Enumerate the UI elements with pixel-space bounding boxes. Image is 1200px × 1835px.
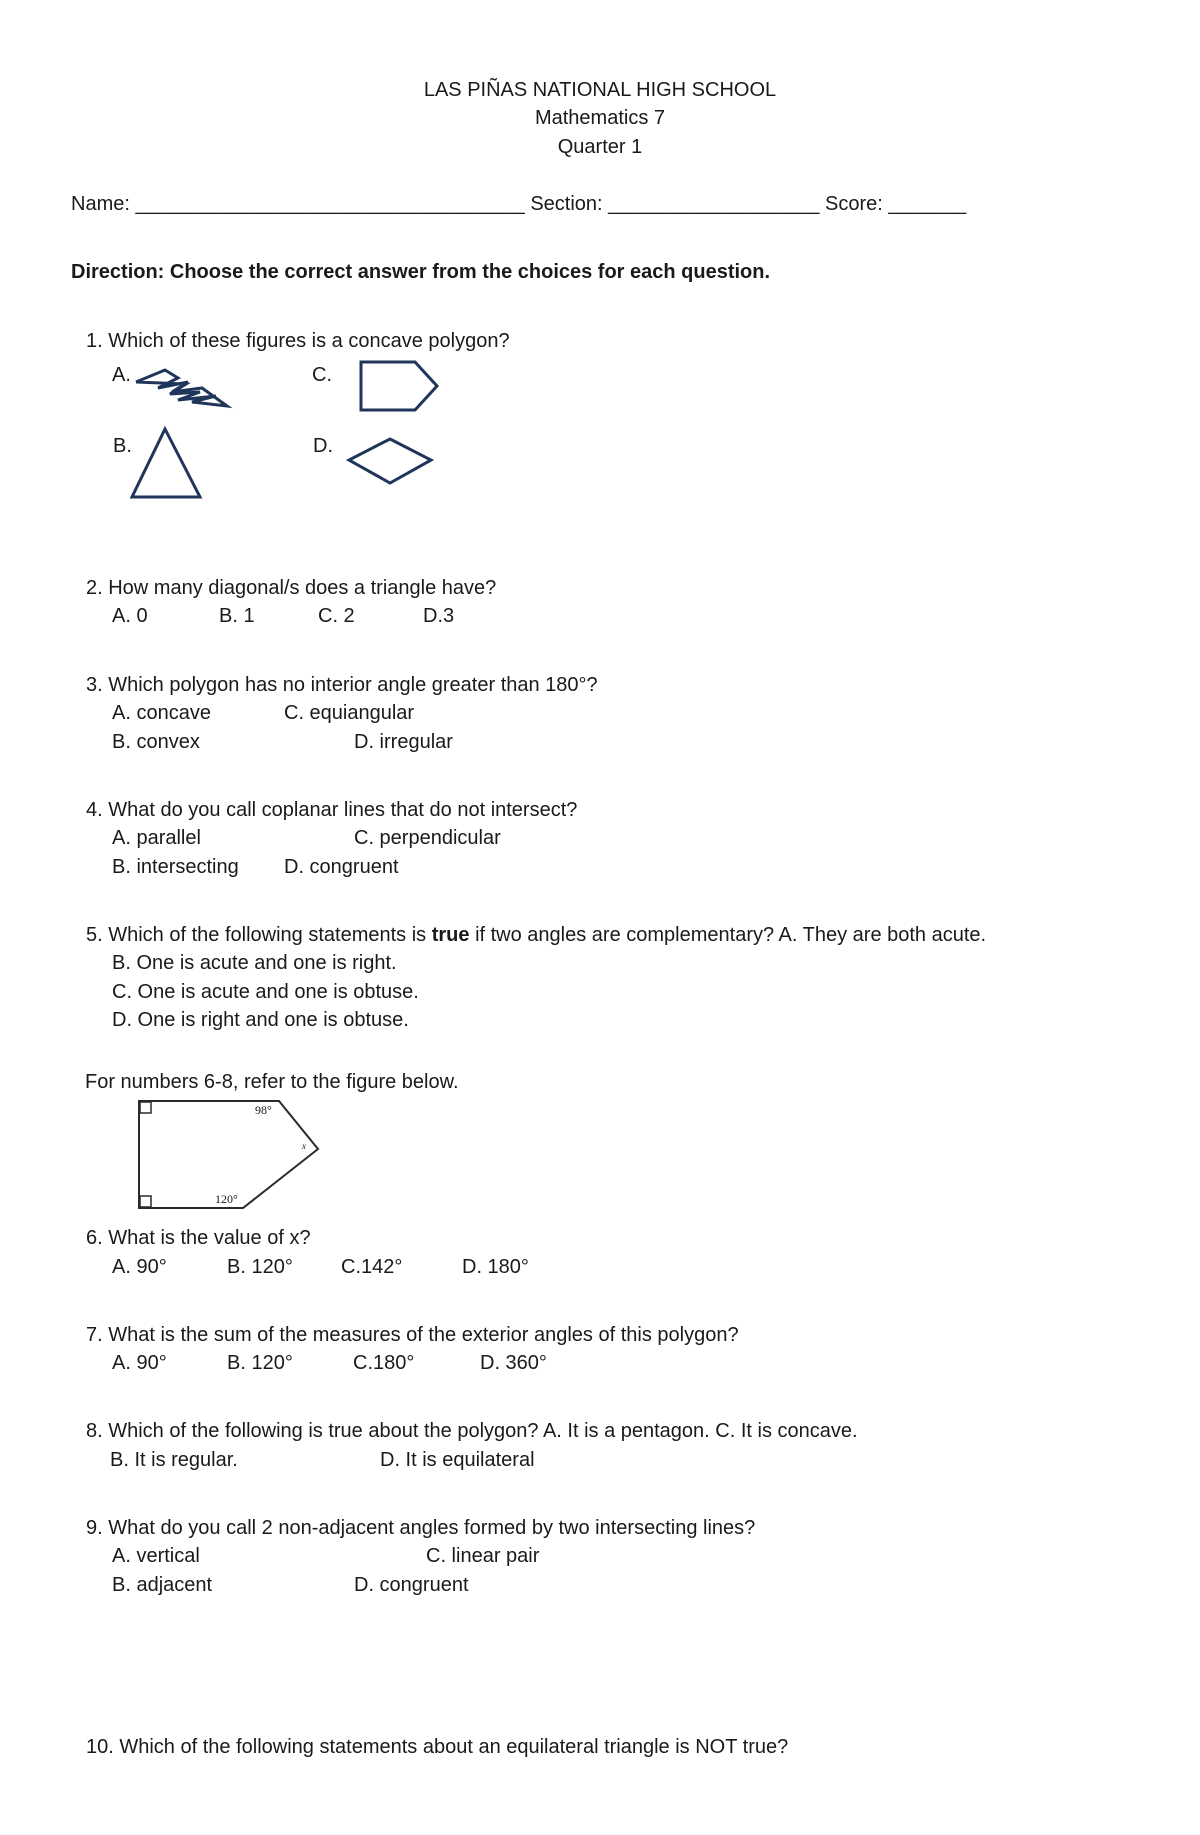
q4-choice-a: A. parallel bbox=[112, 827, 201, 849]
q8-choice-b: B. It is regular. bbox=[110, 1449, 238, 1471]
q5-choice-d: D. One is right and one is obtuse. bbox=[112, 1009, 409, 1031]
q3-choice-b: B. convex bbox=[112, 731, 200, 753]
question-10-text: 10. Which of the following statements about an equilateral triangle is NOT true? bbox=[86, 1736, 789, 1758]
q5-text-post: if two angles are complementary? A. They are both acute. bbox=[469, 924, 987, 946]
q1-choice-a-label: A. bbox=[112, 364, 131, 386]
q3-choice-c: C. equiangular bbox=[284, 702, 415, 724]
q2-choice-c: C. 2 bbox=[318, 605, 355, 627]
q9-choice-a: A. vertical bbox=[112, 1545, 200, 1567]
triangle-shape-b bbox=[128, 425, 208, 505]
q7-choice-a: A. 90° bbox=[112, 1352, 167, 1374]
q4-choice-c: C. perpendicular bbox=[354, 827, 501, 849]
quarter-label: Quarter 1 bbox=[557, 136, 643, 158]
q7-choice-d: D. 360° bbox=[480, 1352, 547, 1374]
pentagon-shape-c bbox=[355, 358, 450, 418]
q6-choice-b: B. 120° bbox=[227, 1256, 293, 1278]
q6-choice-a: A. 90° bbox=[112, 1256, 167, 1278]
question-4-text: 4. What do you call coplanar lines that do not intersect? bbox=[86, 799, 578, 821]
q5-choice-b: B. One is acute and one is right. bbox=[112, 952, 397, 974]
q8-choice-d: D. It is equilateral bbox=[380, 1449, 535, 1471]
school-name: LAS PIÑAS NATIONAL HIGH SCHOOL bbox=[423, 79, 777, 101]
refer-note: For numbers 6-8, refer to the figure below. bbox=[85, 1071, 459, 1093]
q9-choice-b: B. adjacent bbox=[112, 1574, 213, 1596]
q1-choice-c-label: C. bbox=[312, 364, 332, 386]
question-3-text: 3. Which polygon has no interior angle greater than 180°? bbox=[86, 674, 598, 696]
q7-choice-c: C.180° bbox=[353, 1352, 415, 1374]
question-5-text bbox=[86, 925, 986, 945]
q5-choice-c: C. One is acute and one is obtuse. bbox=[112, 981, 419, 1003]
directions: Direction: Choose the correct answer from the choices for each question. bbox=[71, 261, 771, 283]
q3-choice-d: D. irregular bbox=[354, 731, 453, 753]
q2-choice-b: B. 1 bbox=[219, 605, 255, 627]
q2-choice-d: D.3 bbox=[423, 605, 455, 627]
q6-choice-d: D. 180° bbox=[462, 1256, 529, 1278]
q5-text-pre: 5. Which of the following statements is bbox=[86, 924, 432, 946]
q9-choice-c: C. linear pair bbox=[426, 1545, 540, 1567]
q1-choice-b-label: B. bbox=[113, 435, 132, 457]
q2-choice-a: A. 0 bbox=[112, 605, 148, 627]
right-angle-mark-top bbox=[140, 1102, 151, 1113]
q3-choice-a: A. concave bbox=[112, 702, 211, 724]
q5-text-emphasis: true bbox=[431, 924, 470, 946]
right-angle-mark-bottom bbox=[140, 1196, 151, 1207]
q9-choice-d: D. congruent bbox=[354, 1574, 469, 1596]
q1-choice-d-label: D. bbox=[313, 435, 333, 457]
q4-choice-b: B. intersecting bbox=[112, 856, 239, 878]
question-9-text: 9. What do you call 2 non-adjacent angles formed by two intersecting lines? bbox=[86, 1517, 756, 1539]
question-8-text: 8. Which of the following is true about the polygon? A. It is a pentagon. C. It is concave. bbox=[86, 1420, 858, 1442]
question-7-text: 7. What is the sum of the measures of the exterior angles of this polygon? bbox=[86, 1324, 739, 1346]
subject-title: Mathematics 7 bbox=[534, 107, 666, 129]
student-info-line: Name: ___________________________________ Section: ___________________ Score: _______ bbox=[71, 193, 967, 215]
q6-choice-c: C.142° bbox=[341, 1256, 403, 1278]
q4-choice-d: D. congruent bbox=[284, 856, 399, 878]
angle-label-x: x bbox=[302, 1141, 306, 1151]
q7-choice-b: B. 120° bbox=[227, 1352, 293, 1374]
angle-label-98: 98° bbox=[255, 1103, 272, 1117]
question-1-text: 1. Which of these figures is a concave polygon? bbox=[86, 330, 510, 352]
angle-label-120: 120° bbox=[215, 1192, 238, 1206]
lightning-shape-a bbox=[130, 360, 240, 410]
question-6-text: 6. What is the value of x? bbox=[86, 1227, 311, 1249]
question-2-text: 2. How many diagonal/s does a triangle have? bbox=[86, 577, 497, 599]
rhombus-shape-d bbox=[345, 435, 440, 490]
